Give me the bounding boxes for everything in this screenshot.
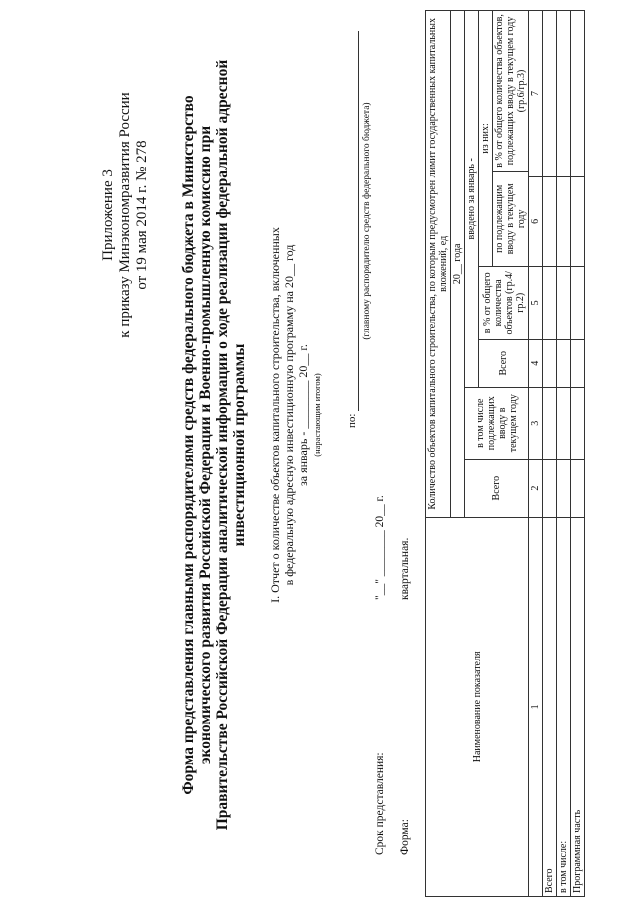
table-row <box>543 11 557 897</box>
header-group: Количество объектов капитального строительства, по которым предусмотрен лимит государственных капитальных вложений, ед <box>426 11 451 518</box>
title-line-2: экономического развития Российской Федерации и Военно-промышленную комиссию при <box>197 125 214 765</box>
header-vvedeno: введено за январь - <box>465 11 479 388</box>
header-izn-cell <box>479 11 529 267</box>
col-number: 7 <box>529 11 543 177</box>
title-line-1: Форма представления главными распорядителями средств федерального бюджета в Министерство <box>180 95 197 795</box>
srok-value: "__" ________ 20__ г. <box>374 495 386 600</box>
section-line-2: в федеральную адресную инвестиционную программу на 20__ год <box>282 244 296 586</box>
col-number: 5 <box>529 266 543 339</box>
table-row <box>557 11 571 897</box>
po-label: по: <box>346 413 358 428</box>
row-label: Всего <box>543 517 557 896</box>
title-line-3: Правительстве Российской Федерации аналитической информации о ходе реализации федеральной адресной <box>214 59 231 831</box>
appendix-date: от 19 мая 2014 г. № 278 <box>134 140 150 290</box>
header-vtch: в том числе подлежащих вводу в текущем году <box>465 387 529 459</box>
header-pct: в % от общего количества объектов (гр.4/гр.2) <box>479 266 529 339</box>
form-title <box>180 45 248 845</box>
po-line <box>358 31 359 411</box>
col-number: 3 <box>529 387 543 459</box>
forma-value: квартальная. <box>399 537 411 600</box>
row-label: Программная часть <box>571 517 585 896</box>
report-table <box>425 10 585 897</box>
header-name: Наименование показателя <box>426 517 529 896</box>
appendix-number: Приложение 3 <box>100 169 116 261</box>
appendix-order: к приказу Минэкономразвития России <box>117 92 133 338</box>
header-vsego: Всего <box>465 459 529 517</box>
section-caption: (нарастающим итогом) <box>312 373 322 457</box>
appendix-header <box>100 5 151 425</box>
col-number: 1 <box>529 517 543 896</box>
col-number: 2 <box>529 459 543 517</box>
table-header-row <box>426 11 451 897</box>
srok-label: Срок представления: <box>374 752 386 855</box>
col-number: 6 <box>529 176 543 266</box>
table-number-row <box>529 11 543 897</box>
table-row <box>571 11 585 897</box>
header-podl: по подлежащим вводу в текущем году <box>493 171 528 266</box>
col-number: 4 <box>529 339 543 387</box>
header-izn: из них: <box>479 11 493 266</box>
title-line-4: инвестиционной программы <box>231 343 248 547</box>
po-caption: (главному распорядителю средств федерального бюджета) <box>362 102 372 340</box>
section-heading <box>268 175 324 655</box>
header-year: 20__ года <box>451 11 465 518</box>
section-line-1: I. Отчет о количестве объектов капитального строительства, включенных <box>268 227 282 603</box>
forma-label: Форма: <box>399 819 411 855</box>
header-vsego-2: Всего <box>479 339 529 387</box>
row-label: в том числе: <box>557 517 571 896</box>
section-line-3: за январь - ________ 20__ г. <box>296 344 310 486</box>
header-pct2: в % от общего количества объектов, подлежащих вводу в текущем году (гр.6/гр.3) <box>494 14 527 168</box>
